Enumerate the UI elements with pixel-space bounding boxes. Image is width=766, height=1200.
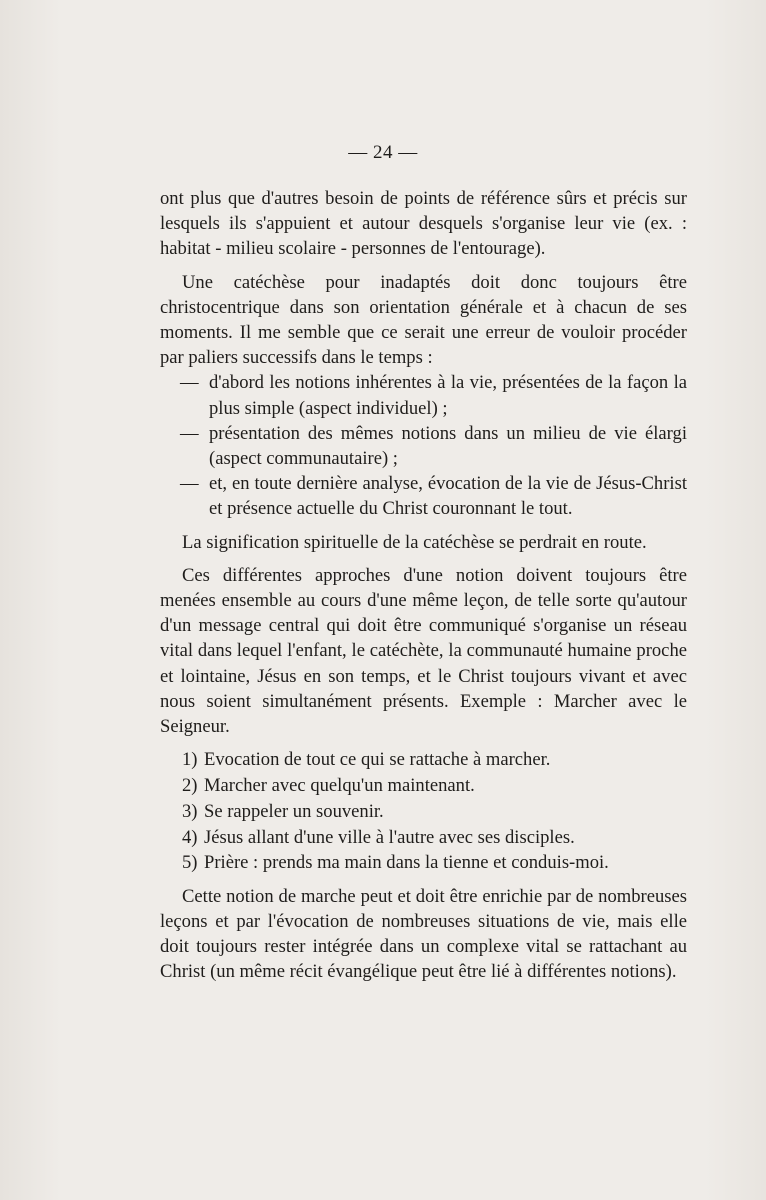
dash-marker: —: [180, 422, 199, 444]
item-number: 2): [182, 775, 198, 797]
dash-marker: —: [180, 372, 199, 394]
dash-item: [160, 421, 687, 471]
paragraph-3: La signification spirituelle de la catéchèse se perdrait en route.: [182, 531, 647, 553]
numbered-item: [160, 747, 687, 772]
item-text: Jésus allant d'une ville à l'autre avec ses disciples.: [204, 826, 575, 848]
item-text: Marcher avec quelqu'un maintenant.: [204, 775, 475, 797]
item-text: Se rappeler un souvenir.: [204, 800, 384, 822]
item-number: 4): [182, 826, 198, 848]
numbered-item: [160, 773, 687, 798]
item-number: 5): [182, 852, 198, 874]
numbered-item: [160, 850, 687, 875]
dash-list: [160, 370, 687, 521]
dash-item-text: présentation des mêmes notions dans un milieu de vie élargi (aspect communautaire) ;: [209, 422, 687, 470]
item-text: Evocation de tout ce qui se rattache à marcher.: [204, 749, 551, 771]
dash-item: [160, 370, 687, 420]
item-text: Prière : prends ma main dans la tienne et conduis-moi.: [204, 852, 609, 874]
item-number: 3): [182, 800, 198, 822]
numbered-item: [160, 799, 687, 824]
paragraph-4: Ces différentes approches d'une notion doivent toujours être menées ensemble au cours d'une même leçon, de telle sorte qu'autour d'un message central qui doit être communiqué s'organise un réseau vital dans lequel l'enfant, le catéchète, la communauté humaine proche et lointaine, Jésus en son temps, et le Christ toujours vivant et avec nous soient simultanément présents. Exemple : Marcher avec le Seigneur.: [160, 564, 687, 738]
dash-item-text: d'abord les notions inhérentes à la vie, présentées de la façon la plus simple (aspect individuel) ;: [209, 372, 687, 419]
dash-item: [160, 471, 687, 521]
dash-marker: —: [180, 473, 199, 495]
body-text: [160, 186, 687, 984]
numbered-list: [160, 747, 687, 875]
paragraph-2: Une catéchèse pour inadaptés doit donc toujours être christocentrique dans son orientation générale et à chacun de ses moments. Il me semble que ce serait une erreur de vouloir procéder par paliers successifs dans le temps :: [160, 271, 687, 369]
dash-item-text: et, en toute dernière analyse, évocation de la vie de Jésus-Christ et présence actuelle du Christ couronnant le tout.: [209, 473, 687, 520]
page-number: — 24 —: [348, 142, 418, 163]
paragraph-5: Cette notion de marche peut et doit être enrichie par de nombreuses leçons et par l'évocation de nombreuses situations de vie, mais elle doit toujours rester intégrée dans un complexe vital se rattachant au Christ (un même récit évangélique peut être lié à différentes notions).: [160, 885, 687, 983]
item-number: 1): [182, 749, 198, 771]
paragraph-1: ont plus que d'autres besoin de points de référence sûrs et précis sur lesquels ils s'appuient et autour desquels s'organise leur vie (ex. : habitat - milieu scolaire - personnes de l'entourage).: [160, 188, 687, 260]
numbered-item: [160, 825, 687, 850]
